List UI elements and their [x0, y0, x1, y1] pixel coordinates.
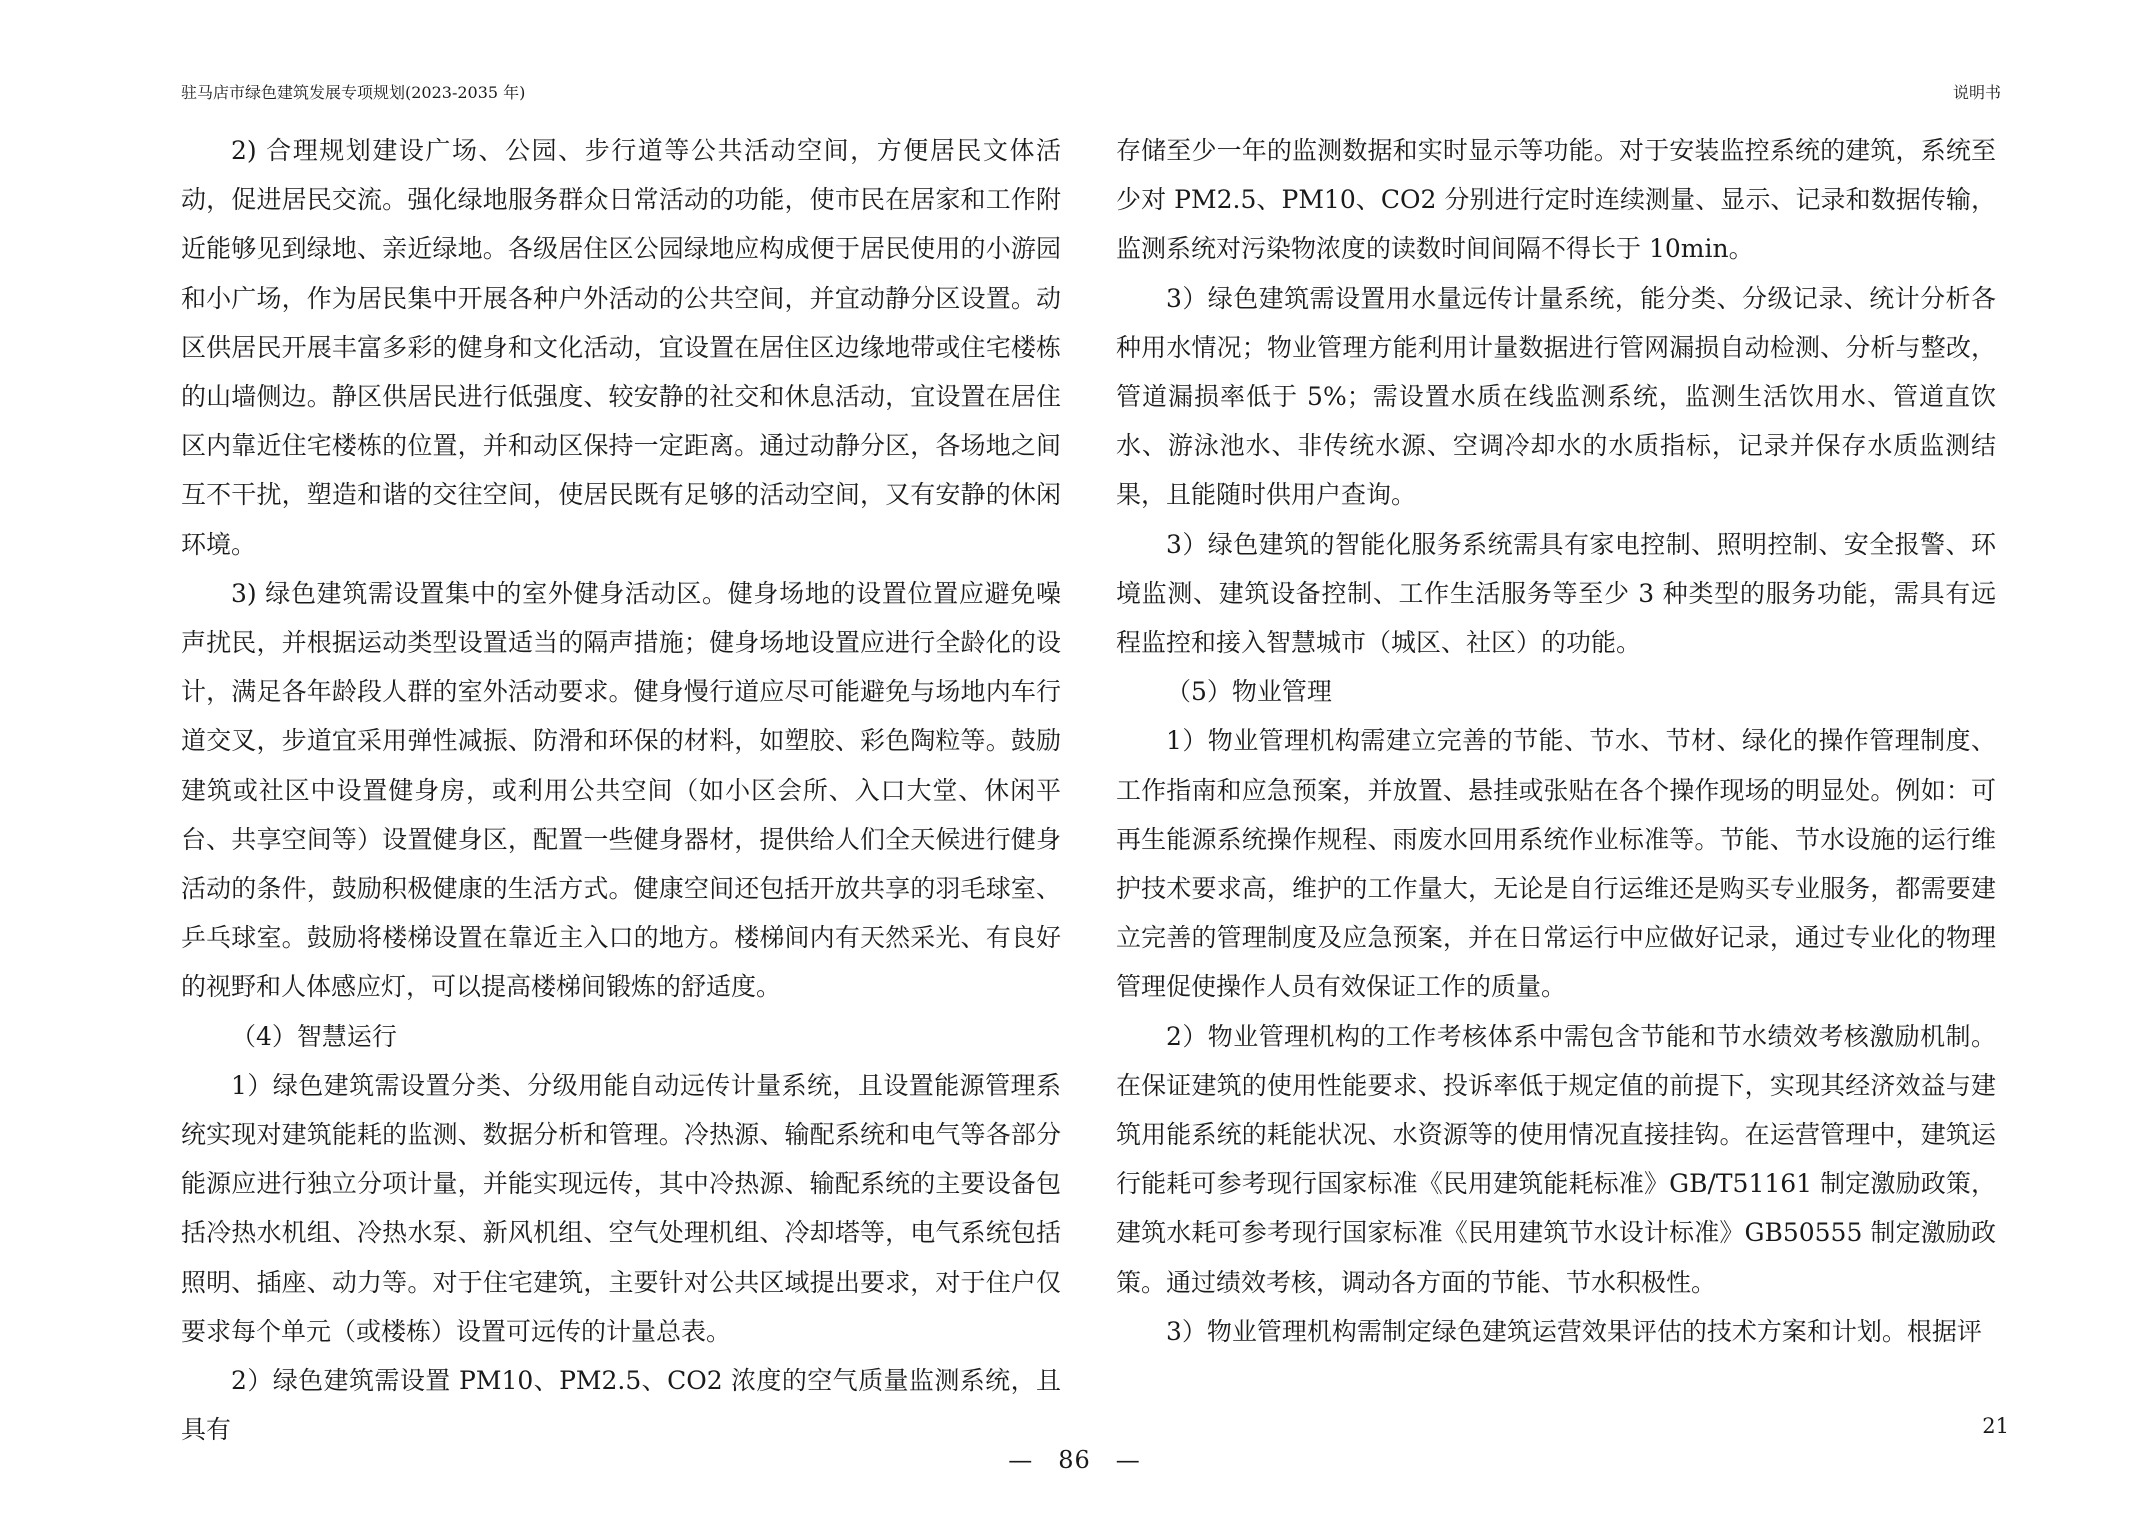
section-heading: （5）物业管理 [1166, 677, 1332, 707]
page-number: — 86 — [1008, 1446, 1141, 1474]
right-column [1116, 126, 1996, 1356]
paragraph: 3）物业管理机构需制定绿色建筑运营效果评估的技术方案和计划。根据评 [1166, 1316, 1982, 1346]
document-title: 驻马店市绿色建筑发展专项规划(2023-2035 年) [181, 83, 526, 102]
paragraph: 2) 合理规划建设广场、公园、步行道等公共活动空间，方便居民文体活动，促进居民交流。强化绿地服务群众日常活动的功能，使市民在居家和工作附近能够见到绿地、亲近绿地。各级居住区公园绿地应构成便于居民使用的小游园和小广场，作为居民集中开展各种户外活动的公共空间，并宜动静分区设置。动区供居民开展丰富多彩的健身和文化活动，宜设置在居住区边缘地带或住宅楼栋的山墙侧边。静区供居民进行低强度、较安静的社交和休息活动，宜设置在居住区内靠近住宅楼栋的位置，并和动区保持一定距离。通过动静分区，各场地之间互不干扰，塑造和谐的交往空间，使居民既有足够的活动空间，又有安静的休闲环境。 [181, 136, 1061, 559]
document-type: 说明书 [1952, 83, 2001, 102]
paragraph: 3) 绿色建筑需设置集中的室外健身活动区。健身场地的设置位置应避免噪声扰民，并根据运动类型设置适当的隔声措施；健身场地设置应进行全龄化的设计，满足各年龄段人群的室外活动要求。健身慢行道应尽可能避免与场地内车行道交叉，步道宜采用弹性减振、防滑和环保的材料，如塑胶、彩色陶粒等。鼓励建筑或社区中设置健身房，或利用公共空间（如小区会所、入口大堂、休闲平台、共享空间等）设置健身区，配置一些健身器材，提供给人们全天候进行健身活动的条件，鼓励积极健康的生活方式。健康空间还包括开放共享的羽毛球室、乒乓球室。鼓励将楼梯设置在靠近主入口的地方。楼梯间内有天然采光、有良好的视野和人体感应灯，可以提高楼梯间锻炼的舒适度。 [181, 578, 1061, 1002]
paragraph: 3）绿色建筑的智能化服务系统需具有家电控制、照明控制、安全报警、环境监测、建筑设备控制、工作生活服务等至少 3 种类型的服务功能，需具有远程监控和接入智慧城市（城区、社区）的功能。 [1116, 529, 1996, 658]
section-heading: （4）智慧运行 [231, 1021, 397, 1051]
paragraph: 2）物业管理机构的工作考核体系中需包含节能和节水绩效考核激励机制。在保证建筑的使用性能要求、投诉率低于规定值的前提下，实现其经济效益与建筑用能系统的耗能状况、水资源等的使用情况直接挂钩。在运营管理中，建筑运行能耗可参考现行国家标准《民用建筑能耗标准》GB/T51161 制定激励政策，建筑水耗可参考现行国家标准《民用建筑节水设计标准》GB50555 制定激励政策。通过绩效考核，调动各方面的节能、节水积极性。 [1116, 1021, 1996, 1297]
left-column [181, 126, 1061, 1454]
paragraph: 1）物业管理机构需建立完善的节能、节水、节材、绿化的操作管理制度、工作指南和应急预案，并放置、悬挂或张贴在各个操作现场的明显处。例如：可再生能源系统操作规程、雨废水回用系统作业标准等。节能、节水设施的运行维护技术要求高，维护的工作量大，无论是自行运维还是购买专业服务，都需要建立完善的管理制度及应急预案，并在日常运行中应做好记录，通过专业化的物理管理促使操作人员有效保证工作的质量。 [1116, 726, 1996, 1002]
paragraph-continued: 存储至少一年的监测数据和实时显示等功能。对于安装监控系统的建筑，系统至少对 PM2.5、PM10、CO2 分别进行定时连续测量、显示、记录和数据传输，监测系统对污染物浓度的读数时间间隔不得长于 10min。 [1116, 136, 1996, 264]
sheet-number: 21 [1982, 1414, 2009, 1438]
paragraph: 2）绿色建筑需设置 PM10、PM2.5、CO2 浓度的空气质量监测系统，且具有 [181, 1366, 1061, 1445]
paragraph: 3）绿色建筑需设置用水量远传计量系统，能分类、分级记录、统计分析各种用水情况；物业管理方能利用计量数据进行管网漏损自动检测、分析与整改，管道漏损率低于 5%；需设置水质在线监测系统，监测生活饮用水、管道直饮水、游泳池水、非传统水源、空调冷却水的水质指标，记录并保存水质监测结果，且能随时供用户查询。 [1116, 283, 1996, 510]
paragraph: 1）绿色建筑需设置分类、分级用能自动远传计量系统，且设置能源管理系统实现对建筑能耗的监测、数据分析和管理。冷热源、输配系统和电气等各部分能源应进行独立分项计量，并能实现远传，其中冷热源、输配系统的主要设备包括冷热水机组、冷热水泵、新风机组、空气处理机组、冷却塔等，电气系统包括照明、插座、动力等。对于住宅建筑，主要针对公共区域提出要求，对于住户仅要求每个单元（或楼栋）设置可远传的计量总表。 [181, 1070, 1061, 1346]
